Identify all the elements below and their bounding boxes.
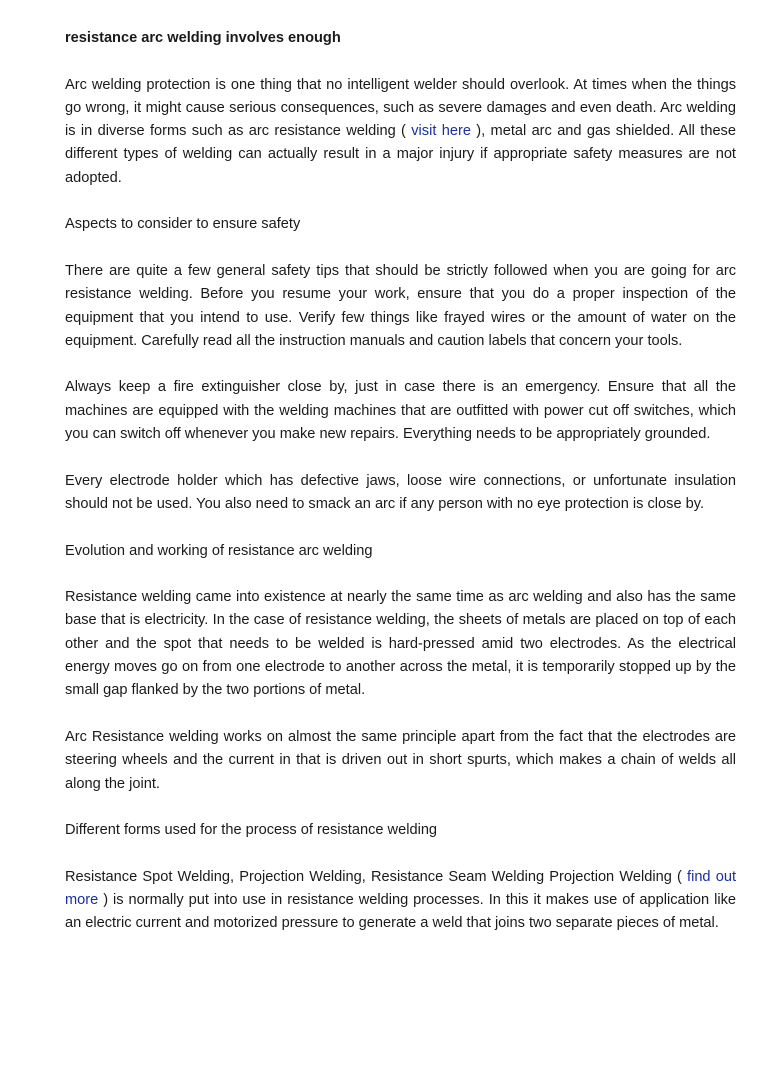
paragraph-forms-text-after: ) is normally put into use in resistance welding processes. In this it makes use of application like an electric current and motorized pressure to generate a weld that joins two separate pieces of metal. — [65, 891, 736, 932]
document-page — [65, 27, 736, 959]
paragraph-electrode-holder: Every electrode holder which has defective jaws, loose wire connections, or unfortunate insulation should not be used. You also need to smack an arc if any person with no eye protection is close by. — [65, 472, 736, 512]
visit-here-link[interactable]: visit here — [411, 123, 471, 140]
section-heading-evolution: Evolution and working of resistance arc welding — [65, 542, 373, 559]
paragraph-forms — [65, 866, 736, 936]
paragraph-fire-extinguisher: Always keep a fire extinguisher close by, just in case there is an emergency. Ensure that all the machines are equipped with the welding machines that are outfitted with power cut off switches, which you can switch off whenever you make new repairs. Everything needs to be appropriately grounded. — [65, 379, 736, 443]
paragraph-arc-resistance: Arc Resistance welding works on almost the same principle apart from the fact that the electrodes are steering wheels and the current in that is driven out in short spurts, which makes a chain of welds all along the joint. — [65, 728, 736, 792]
paragraph-resistance-welding: Resistance welding came into existence at nearly the same time as arc welding and also has the same base that is electricity. In the case of resistance welding, the sheets of metals are placed on top of each other and the spot that needs to be welded is hard-pressed amid two electrodes. As the electrical energy moves go on from one electrode to another across the metal, it is temporarily stopped up by the small gap flanked by the two portions of metal. — [65, 589, 736, 699]
section-heading-forms: Different forms used for the process of resistance welding — [65, 822, 438, 839]
paragraph-intro-text-before: Arc welding protection is one thing that no intelligent welder should overlook. At times when the things go wrong, it might cause serious consequences, such as severe damages and even death. Arc welding is in diverse forms such as arc resistance welding ( — [65, 76, 736, 140]
document-title: resistance arc welding involves enough — [65, 30, 341, 46]
paragraph-forms-text-before: Resistance Spot Welding, Projection Welding, Resistance Seam Welding Projection Welding ( — [65, 868, 688, 885]
paragraph-intro — [65, 74, 736, 190]
paragraph-intro-text-after: ), metal arc and gas shielded. All these different types of welding can actually result in a major injury if appropriate safety measures are not adopted. — [65, 123, 736, 186]
section-heading-safety: Aspects to consider to ensure safety — [65, 216, 301, 233]
find-out-more-link[interactable]: find out more — [65, 868, 737, 908]
paragraph-safety-tips: There are quite a few general safety tips that should be strictly followed when you are going for arc resistance welding. Before you resume your work, ensure that you do a proper inspection of the equipment that you intend to use. Verify few things like frayed wires or the amount of water on the equipment. Carefully read all the instruction manuals and caution labels that concern your tools. — [65, 262, 736, 349]
